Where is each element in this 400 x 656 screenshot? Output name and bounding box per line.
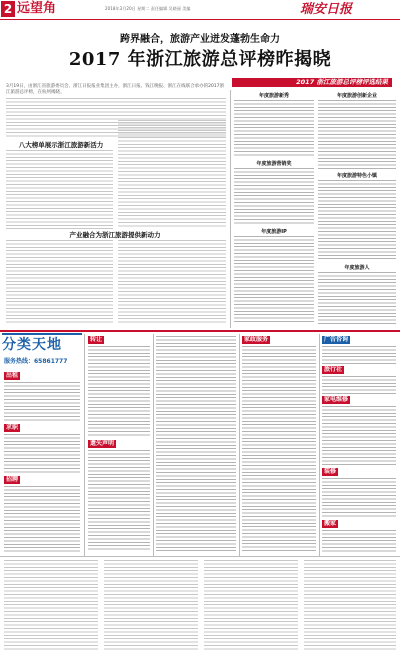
- classified-col1-block3: [4, 486, 80, 552]
- result-list-3: [234, 236, 314, 324]
- article-lede: 3月19日，由浙江省旅游委员会、浙江日报报业集团主办，浙江日报、钱江晚报、浙江在线联合承办的2017浙江旅游总评榜，在杭州揭晓。: [6, 84, 225, 95]
- category-hiring: 招聘: [6, 476, 19, 483]
- result-header-5: 年度旅游特色小镇: [336, 173, 377, 179]
- results-banner-text: 2017 浙江旅游总评榜评选结果: [296, 78, 388, 86]
- classified-title: 分类天地: [2, 337, 62, 353]
- result-header-6: 年度旅游人: [344, 265, 370, 271]
- page-number: 2: [1, 1, 15, 17]
- result-list-5: [318, 180, 396, 260]
- result-header-1: 年度旅游新秀: [258, 93, 289, 99]
- article-body-4: [6, 240, 113, 324]
- category-jobseek: 求职: [6, 424, 19, 431]
- classified-top-rule: [0, 330, 400, 332]
- category-ad-consult: 广告咨询: [324, 336, 349, 343]
- newspaper-logo: 瑞安日报: [300, 2, 353, 17]
- classified-col1-block1: [4, 382, 80, 422]
- result-header-4: 年度旅游创新企业: [336, 93, 377, 99]
- result-list-2: [234, 168, 314, 226]
- issue-meta: 2018年3月20日 星期二 责任编辑 吴晓丽 美编: [105, 6, 191, 11]
- classified-divider-3: [239, 334, 240, 556]
- article-kicker: 跨界融合，旅游产业迸发蓬勃生命力: [120, 34, 280, 45]
- column-divider: [230, 90, 231, 328]
- classified-divider-4: [319, 334, 320, 556]
- classified-col2-block1: [88, 346, 150, 438]
- article-subhead-2: 产业融合为浙江旅游提供新动力: [69, 231, 161, 239]
- notices-col4: [304, 560, 396, 652]
- classified-col2-block2: [88, 450, 150, 552]
- result-list-6: [318, 272, 396, 324]
- classified-col5-block3: [322, 406, 396, 466]
- classified-divider-1: [84, 334, 85, 556]
- article-body-2: [6, 150, 113, 230]
- classified-divider-2: [153, 334, 154, 556]
- notices-col3: [204, 560, 298, 652]
- classified-phone: 服务热线：65861777: [4, 358, 68, 365]
- header-rule: [0, 19, 400, 20]
- article-subhead-1: 八大榜单展示浙江旅游新活力: [18, 141, 104, 149]
- result-header-3: 年度旅游IP: [261, 229, 287, 235]
- classified-col3: [156, 336, 236, 552]
- category-transfer: 转让: [90, 336, 103, 343]
- category-travel: 旅行社: [324, 366, 343, 373]
- article-body-3: [118, 120, 226, 228]
- classified-col1-block2: [4, 434, 80, 474]
- article-body-5: [118, 240, 226, 324]
- category-housekeeping: 家政服务: [244, 336, 269, 343]
- article-headline: 2017 年浙江旅游总评榜昨揭晓: [68, 49, 332, 70]
- classified-col5-block5: [322, 530, 396, 552]
- classified-col5-block2: [322, 376, 396, 394]
- classified-col4: [242, 346, 316, 552]
- result-list-1: [234, 100, 314, 158]
- section-name: 远望角: [17, 1, 57, 16]
- result-list-4: [318, 100, 396, 170]
- classified-col5-block4: [322, 478, 396, 518]
- notices-col2: [104, 560, 198, 652]
- notices-col1: [4, 560, 98, 652]
- category-rent: 出租: [6, 372, 19, 379]
- category-moving: 搬家: [324, 520, 337, 527]
- category-lost: 遗失声明: [90, 440, 115, 447]
- category-appliance-repair: 家电维修: [324, 396, 349, 403]
- bottom-rule: [0, 556, 400, 557]
- category-renovation: 装修: [324, 468, 337, 475]
- classified-col5-block1: [322, 346, 396, 364]
- result-header-2: 年度旅游营销奖: [256, 161, 292, 167]
